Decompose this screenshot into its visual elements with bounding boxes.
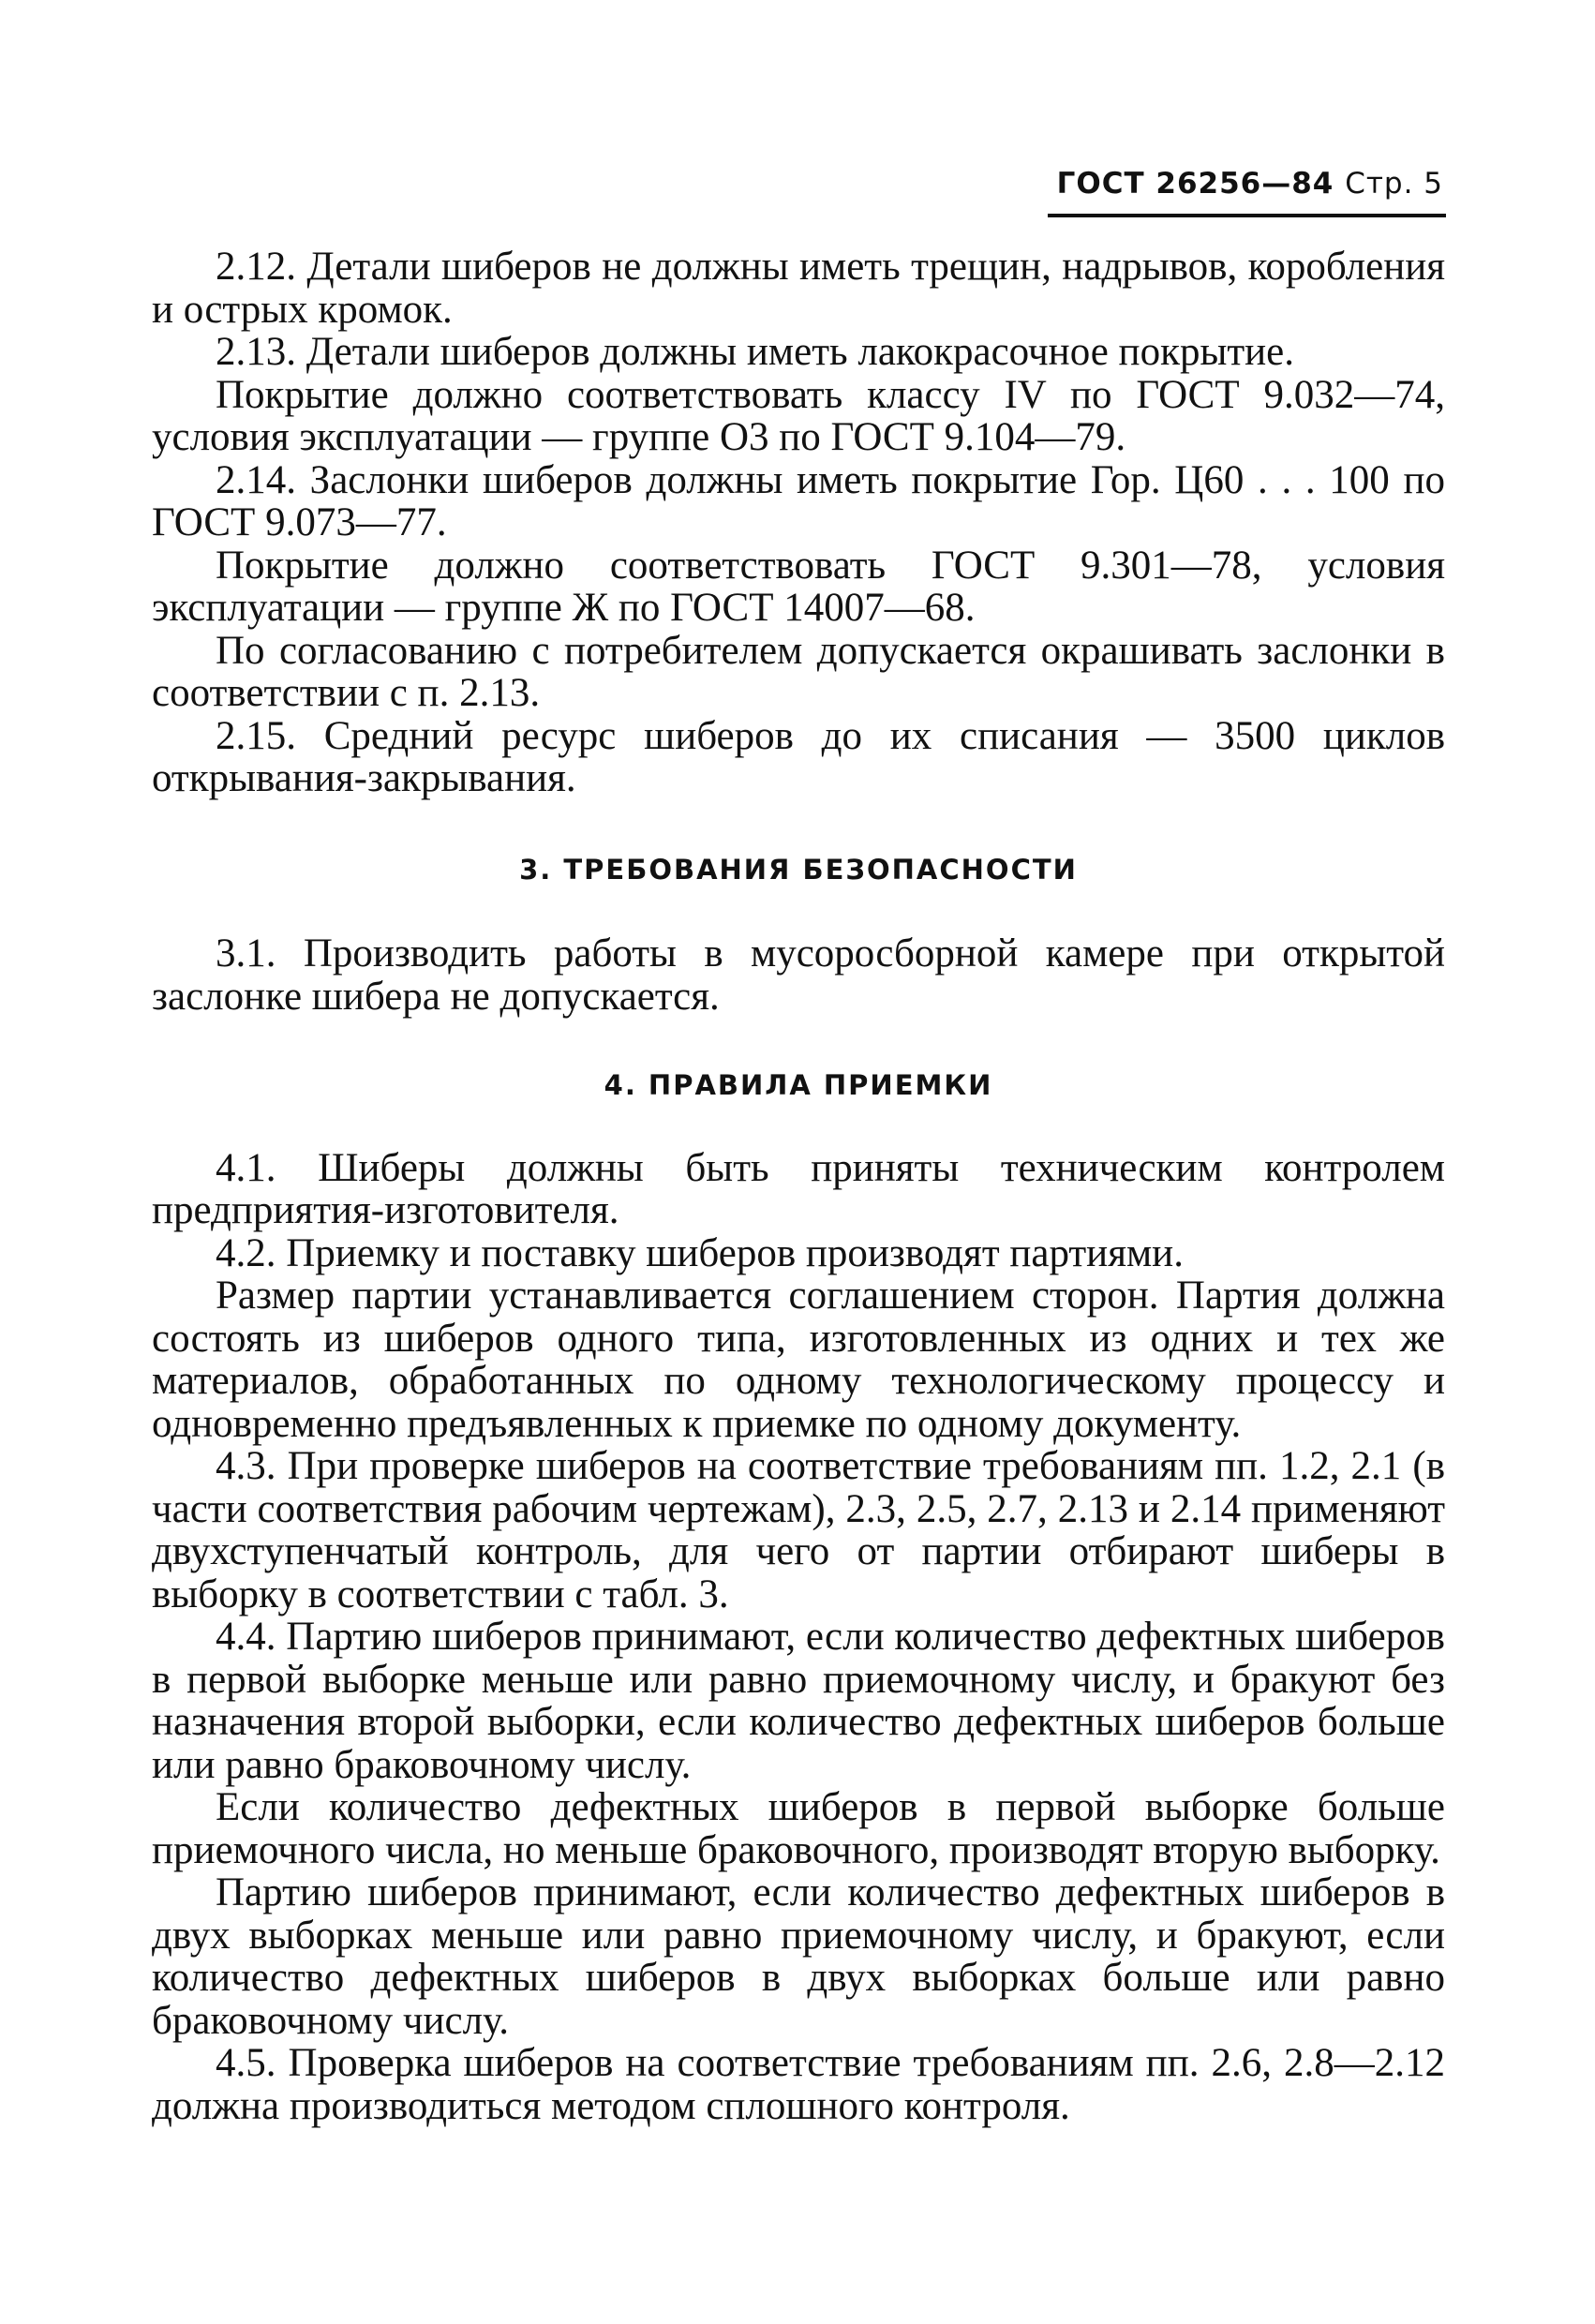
- header-rule: [1048, 214, 1446, 217]
- clause-4-4-continuation-2: Партию шиберов принимают, если количество дефектных шиберов в двух выборках меньше или равно приемочному числу, и бракуют, если количество дефектных шиберов в двух выборках больше или равно браковочному числу.: [152, 1870, 1445, 2043]
- clause-2-12: 2.12. Детали шиберов не должны иметь трещин, надрывов, коробления и острых кромок.: [152, 245, 1445, 332]
- clause-4-4-continuation-1: Если количество дефектных шиберов в первой выборке больше приемочного числа, но меньше браковочного, производят вторую выборку.: [152, 1785, 1445, 1872]
- document-body: [152, 246, 1445, 2127]
- clause-2-14-continuation-1: Покрытие должно соответствовать ГОСТ 9.301—78, условия эксплуатации — группе Ж по ГОСТ 14007—68.: [152, 543, 1445, 630]
- clause-4-2: 4.2. Приемку и поставку шиберов производят партиями.: [216, 1230, 1184, 1275]
- clause-4-5: 4.5. Проверка шиберов на соответствие требованиям пп. 2.6, 2.8—2.12 должна производиться методом сплошного контроля.: [152, 2041, 1445, 2128]
- clause-2-14-continuation-2: По согласованию с потребителем допускается окрашивать заслонки в соответствии с п. 2.13.: [152, 628, 1445, 715]
- clause-4-1: 4.1. Шиберы должны быть приняты техническим контролем предприятия-изготовителя.: [152, 1145, 1445, 1232]
- clause-2-14: 2.14. Заслонки шиберов должны иметь покрытие Гор. Ц60 . . . 100 по ГОСТ 9.073—77.: [152, 457, 1445, 544]
- clause-2-15: 2.15. Средний ресурс шиберов до их списания — 3500 циклов открывания-закрывания.: [152, 713, 1445, 800]
- clause-2-13-continuation: Покрытие должно соответствовать классу IV по ГОСТ 9.032—74, условия эксплуатации — группе О3 по ГОСТ 9.104—79.: [152, 372, 1445, 459]
- section-3-heading: 3. ТРЕБОВАНИЯ БЕЗОПАСНОСТИ: [519, 853, 1078, 886]
- clause-2-13: 2.13. Детали шиберов должны иметь лакокрасочное покрытие.: [216, 330, 1294, 374]
- standard-number: ГОСТ 26256—84: [1056, 167, 1334, 201]
- clause-4-4: 4.4. Партию шиберов принимают, если количество дефектных шиберов в первой выборке меньше или равно приемочному числу, и бракуют без назначения второй выборки, если количество дефектных шиберов больше или равно браковочному числу.: [152, 1615, 1445, 1787]
- section-4-heading: 4. ПРАВИЛА ПРИЕМКИ: [604, 1069, 993, 1101]
- clause-4-3: 4.3. При проверке шиберов на соответствие требованиям пп. 1.2, 2.1 (в части соответствия рабочим чертежам), 2.3, 2.5, 2.7, 2.13 и 2.14 применяют двухступенчатый контроль, для чего от партии отбирают шиберы в выборку в соответствии с табл. 3.: [152, 1444, 1445, 1616]
- clause-3-1: 3.1. Производить работы в мусоросборной камере при открытой заслонке шибера не допускается.: [152, 931, 1445, 1019]
- page-number: Стр. 5: [1345, 167, 1443, 201]
- clause-4-2-continuation: Размер партии устанавливается соглашением сторон. Партия должна состоять из шиберов одного типа, изготовленных из одних и тех же материалов, обработанных по одному технологическому процессу и одновременно предъявленных к приемке по одному документу.: [152, 1274, 1445, 1446]
